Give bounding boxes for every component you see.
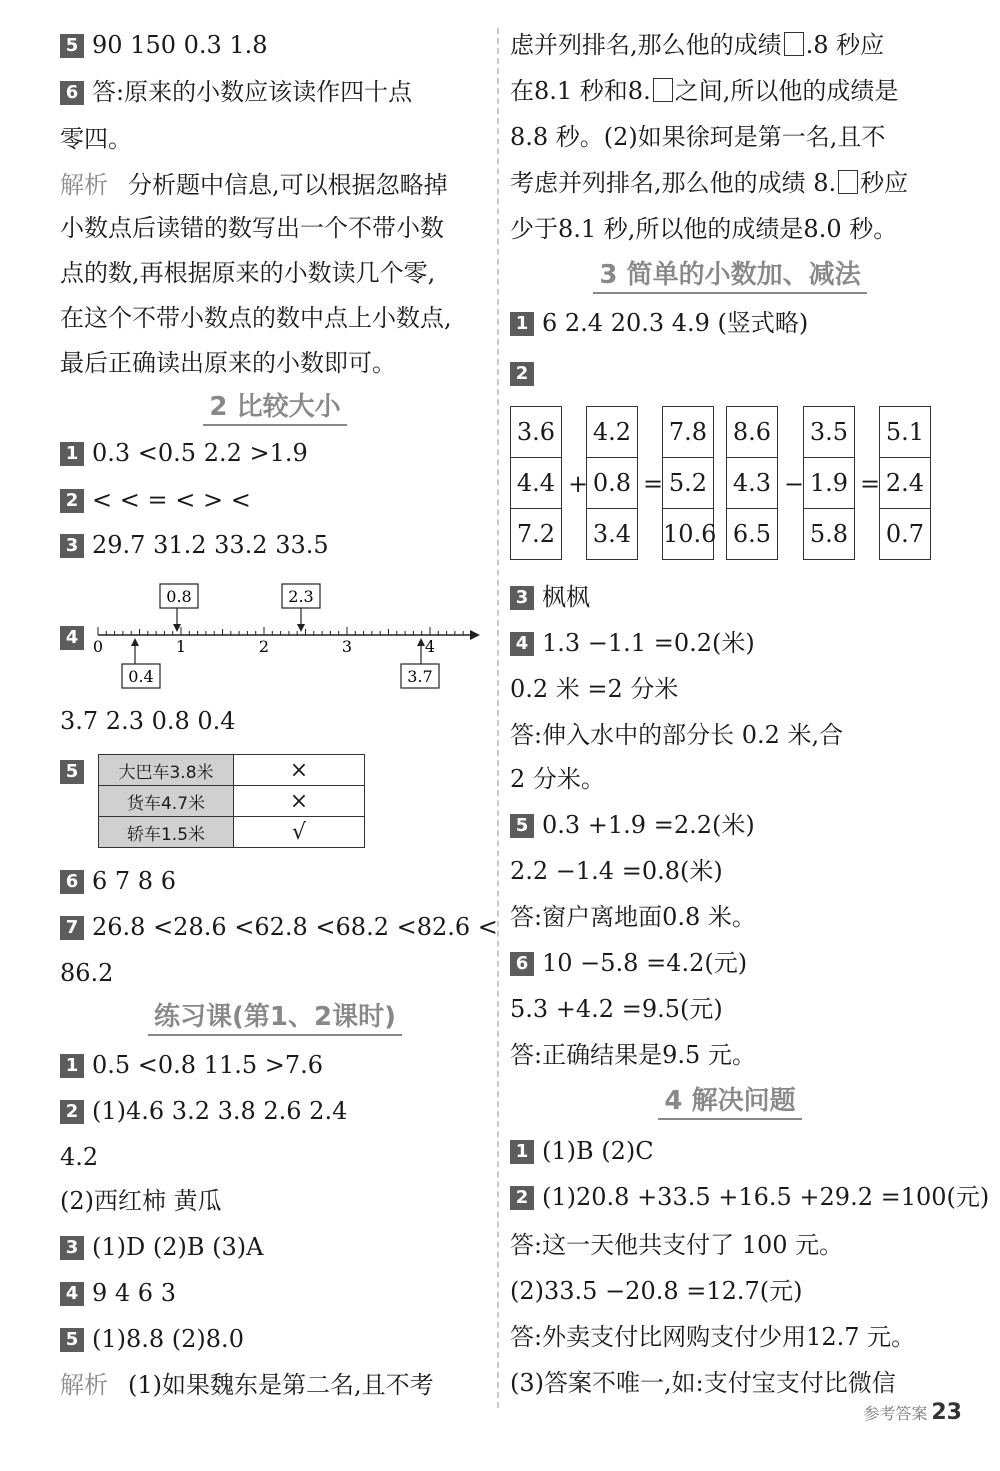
- value-box-label: 0.4: [128, 667, 154, 686]
- analysis-line: 考虑并列排名,那么他的成绩 8. 秒应: [510, 169, 909, 197]
- table-cell: ×: [234, 786, 365, 817]
- equals-sign: =: [643, 470, 664, 498]
- question-number: 1: [60, 1054, 84, 1078]
- answer-line: 2.2 −1.4 =0.8(米): [510, 857, 723, 885]
- answer-line: (3)答案不唯一,如:支付宝支付比微信: [510, 1369, 896, 1397]
- table-cell: 大巴车3.8米: [99, 755, 234, 786]
- answer-line: 2 < < = < > <: [60, 485, 251, 515]
- table-cell: ×: [234, 755, 365, 786]
- number-line-diagram: [60, 580, 490, 695]
- table-row: [99, 817, 365, 848]
- question-number: 3: [60, 534, 84, 558]
- analysis-line: 少于8.1 秒,所以他的成绩是8.0 秒。: [510, 215, 898, 243]
- tick-label: 0: [92, 637, 104, 656]
- number-cell-column: 7.8 5.2 10.6: [662, 406, 714, 560]
- answer-line: 答:伸入水中的部分长 0.2 米,合: [510, 721, 844, 749]
- tick-label: 3: [341, 637, 353, 656]
- analysis-line: 解析 分析题中信息,可以根据忽略掉: [60, 171, 448, 199]
- answer-line: 3.7 2.3 0.8 0.4: [60, 707, 236, 735]
- analysis-line: 8.8 秒。(2)如果徐珂是第一名,且不: [510, 123, 886, 151]
- question-number: 6: [60, 870, 84, 894]
- answer-line: 4 9 4 6 3: [60, 1278, 176, 1308]
- answer-line: 3 枫枫: [510, 582, 590, 612]
- analysis-label: 解析: [60, 1371, 108, 1399]
- question-number: 5: [60, 760, 84, 784]
- analysis-line: 点的数,再根据原来的小数读几个零,: [60, 259, 436, 287]
- question-number: 1: [510, 312, 534, 336]
- analysis-line: 在这个不带小数点的数中点上小数点,: [60, 304, 452, 332]
- question-number: 1: [60, 442, 84, 466]
- question-number: 5: [60, 34, 84, 58]
- table-row: [99, 755, 365, 786]
- page-number: 23: [931, 1400, 962, 1425]
- answer-line: 7 26.8 <28.6 <62.8 <68.2 <82.6 <: [60, 912, 498, 942]
- blank-box: [838, 170, 858, 194]
- section-heading: 4 解决问题: [510, 1084, 950, 1118]
- question-number: 4: [60, 1282, 84, 1306]
- tick-label: 1: [175, 637, 187, 656]
- equals-sign: =: [860, 470, 881, 498]
- question-number: 2: [60, 489, 84, 513]
- question-number: 2: [510, 362, 534, 386]
- answer-line: 1 0.5 <0.8 11.5 >7.6: [60, 1050, 323, 1080]
- answer-line: 3 29.7 31.2 33.2 33.5: [60, 530, 329, 560]
- answer-line: 4.2: [60, 1143, 99, 1171]
- section-heading: 3 简单的小数加、减法: [510, 258, 950, 292]
- question-number: 6: [60, 81, 84, 105]
- section-heading: 2 比较大小: [60, 390, 490, 424]
- answer-line: 5 (1)8.8 (2)8.0: [60, 1324, 244, 1354]
- answer-line: 4 1.3 −1.1 =0.2(米): [510, 628, 755, 658]
- answer-line: 2 分米。: [510, 765, 605, 793]
- number-cell-column: 3.5 1.9 5.8: [803, 406, 855, 560]
- question-number: 2: [510, 1186, 534, 1210]
- arrow-head-icon: [470, 630, 480, 640]
- answer-line: [60, 756, 92, 786]
- value-box-label: 2.3: [288, 587, 314, 606]
- tick-label: 2: [258, 637, 270, 656]
- blank-box: [653, 78, 673, 102]
- answer-line: [510, 358, 542, 388]
- answer-line: (2)西红柿 黄瓜: [60, 1187, 222, 1215]
- number-cell-column: 3.6 4.4 7.2: [510, 406, 562, 560]
- blank-box: [784, 32, 804, 56]
- analysis-line: 在8.1 秒和8. 之间,所以他的成绩是: [510, 77, 899, 105]
- answer-line: 6 答:原来的小数应该读作四十点: [60, 77, 412, 107]
- analysis-line: 虑并列排名,那么他的成绩 .8 秒应: [510, 31, 885, 59]
- question-number: 3: [510, 586, 534, 610]
- answer-line: 答:外卖支付比网购支付少用12.7 元。: [510, 1323, 916, 1351]
- answer-line: 答:窗户离地面0.8 米。: [510, 903, 756, 931]
- section-heading: 练习课(第1、2课时): [60, 1000, 490, 1034]
- answer-line: 答:正确结果是9.5 元。: [510, 1041, 756, 1069]
- comparison-table: [98, 754, 365, 848]
- answer-line: 2 (1)4.6 3.2 3.8 2.6 2.4: [60, 1096, 347, 1126]
- answer-line: 5 0.3 +1.9 =2.2(米): [510, 810, 755, 840]
- number-cell-column: 5.1 2.4 0.7: [879, 406, 931, 560]
- analysis-line: 小数点后读错的数写出一个不带小数: [60, 214, 444, 242]
- column-divider: [497, 28, 499, 1408]
- answer-line: 1 6 2.4 20.3 4.9 (竖式略): [510, 308, 808, 338]
- arrow-down-icon: [297, 624, 305, 632]
- analysis-label: 解析: [60, 171, 108, 199]
- table-cell: √: [234, 817, 365, 848]
- answer-line: 6 6 7 8 6: [60, 866, 176, 896]
- minus-sign: −: [784, 470, 805, 498]
- arrow-up-icon: [131, 638, 139, 646]
- table-cell: 轿车1.5米: [99, 817, 234, 848]
- answer-line: 6 10 −5.8 =4.2(元): [510, 948, 747, 978]
- value-box-label: 3.7: [407, 667, 433, 686]
- question-number: 3: [60, 1236, 84, 1260]
- answer-line: 1 (1)B (2)C: [510, 1136, 654, 1166]
- number-cell-column: 4.2 0.8 3.4: [586, 406, 638, 560]
- answer-line: 零四。: [60, 125, 132, 153]
- answer-line: 答:这一天他共支付了 100 元。: [510, 1231, 844, 1259]
- page-footer: [863, 1400, 962, 1425]
- answer-line: 5.3 +4.2 =9.5(元): [510, 995, 723, 1023]
- answer-line: 86.2: [60, 959, 114, 987]
- question-number: 5: [60, 1328, 84, 1352]
- arrow-down-icon: [173, 624, 181, 632]
- question-number: 1: [510, 1140, 534, 1164]
- table-row: [99, 786, 365, 817]
- analysis-line: 最后正确读出原来的小数即可。: [60, 349, 396, 377]
- number-cell-column: 8.6 4.3 6.5: [726, 406, 778, 560]
- answer-line: 0.2 米 =2 分米: [510, 675, 679, 703]
- question-number: 6: [510, 952, 534, 976]
- table-cell: 货车4.7米: [99, 786, 234, 817]
- answer-line: 5 90 150 0.3 1.8: [60, 30, 268, 60]
- analysis-line: 解析 (1)如果魏东是第二名,且不考: [60, 1371, 434, 1399]
- arrow-up-icon: [417, 638, 425, 646]
- answer-line: 1 0.3 <0.5 2.2 >1.9: [60, 438, 308, 468]
- question-number: 2: [60, 1100, 84, 1124]
- answer-line: (2)33.5 −20.8 =12.7(元): [510, 1277, 803, 1305]
- tick-label: 4: [424, 637, 436, 656]
- plus-sign: +: [568, 470, 589, 498]
- question-number: 4: [60, 626, 84, 650]
- answer-line: 3 (1)D (2)B (3)A: [60, 1232, 263, 1262]
- question-number: 7: [60, 916, 84, 940]
- answer-line: 2 (1)20.8 +33.5 +16.5 +29.2 =100(元): [510, 1182, 989, 1212]
- question-number: 5: [510, 814, 534, 838]
- footer-label: 参考答案: [863, 1404, 928, 1423]
- tick-marks: [98, 627, 463, 635]
- question-number: 4: [510, 632, 534, 656]
- tick-labels: [93, 637, 435, 656]
- value-box-label: 0.8: [166, 587, 192, 606]
